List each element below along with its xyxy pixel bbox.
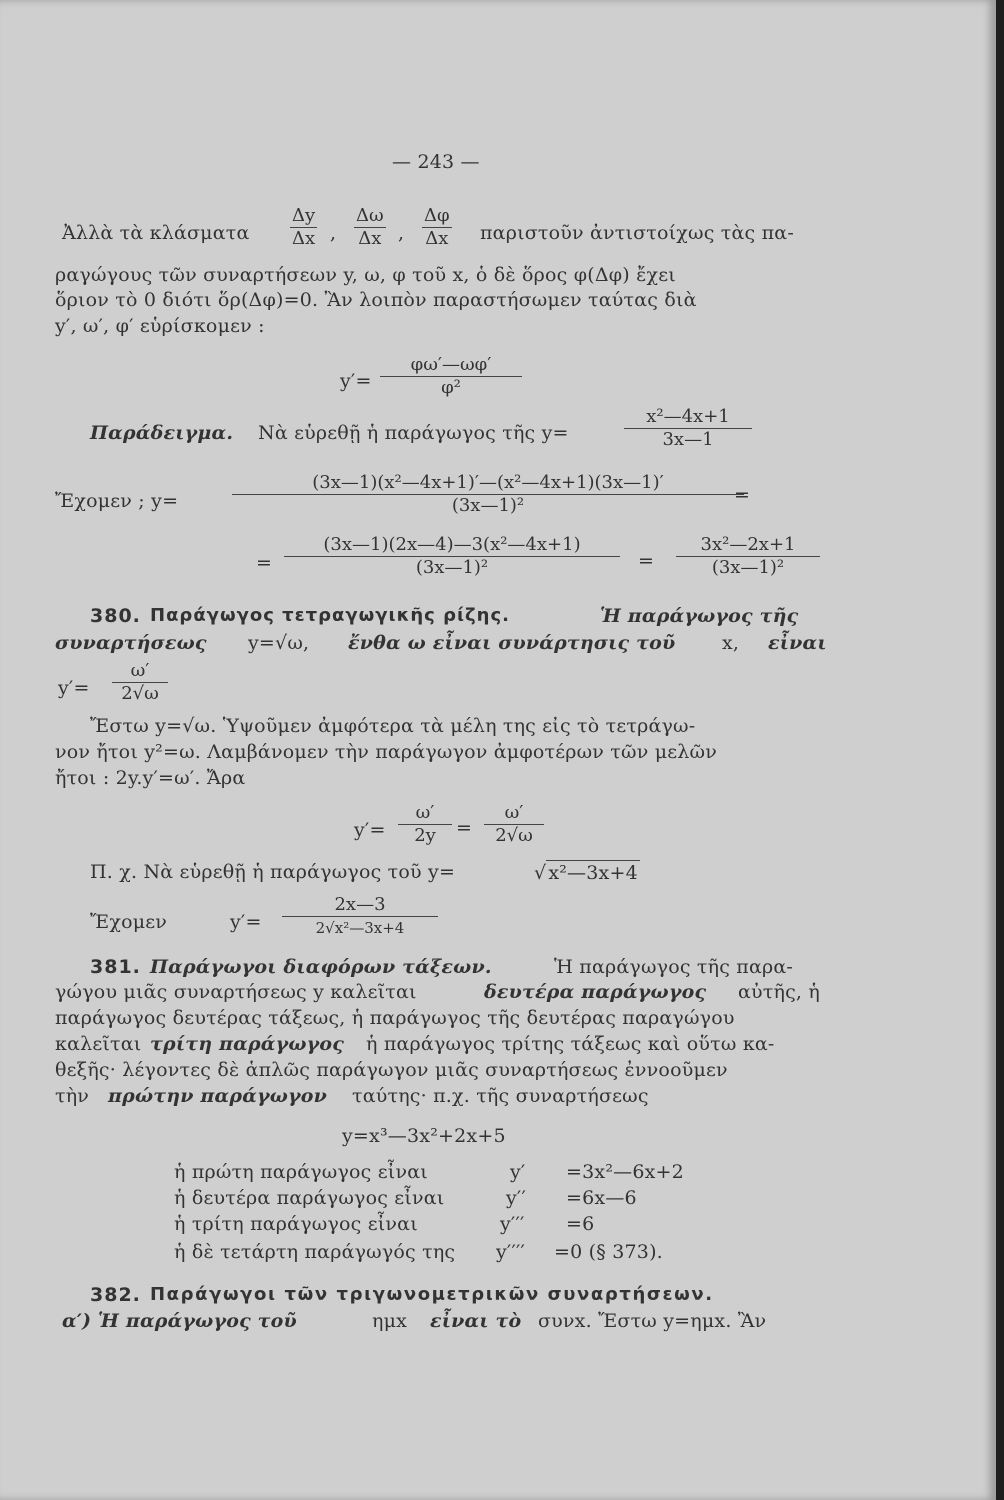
eq2-equals: = [734, 484, 751, 506]
numerator: φω′—ωφ′ [410, 354, 492, 375]
derivative-row-label: ἡ τρίτη παράγωγος εἶναι [174, 1213, 418, 1235]
s381-title: Παράγωγοι διαφόρων τάξεων. [150, 956, 492, 978]
s381-line4b: τρίτη παράγωγος [150, 1033, 345, 1055]
derivative-row-symbol: y′′′ [500, 1213, 525, 1235]
s380-px-lhs: y′= [230, 911, 262, 933]
text-line: Ἔστω y=√ω. Ὑψοῦμεν ἀμφότερα τὰ μέλη της εἰς τὸ τετράγω- [90, 715, 696, 737]
derivative-row-symbol: y′′′′ [496, 1241, 525, 1263]
derivative-row-label: ἡ δὲ τετάρτη παράγωγός της [174, 1241, 456, 1263]
s381-line1: Ἡ παράγωγος τῆς παρα- [554, 956, 794, 978]
s380-result-fraction [112, 660, 168, 705]
comma: , [330, 222, 337, 244]
text-line: ραγώγους τῶν συναρτήσεων y, ω, φ τοῦ x, ὁ δὲ ὅρος φ(Δφ) ἔχει [55, 264, 676, 286]
s381-line2c: αὐτῆς, ἡ [738, 981, 820, 1003]
denominator: 2y [398, 824, 452, 847]
page-edge [996, 0, 1004, 1500]
derivative-row-value: =0 (§ 373). [554, 1241, 663, 1263]
s380-line6: ἤτοι : 2y.y′=ω′. Ἄρα [55, 767, 246, 789]
s381-line6a: τὴν [55, 1085, 90, 1107]
numerator: 2x—3 [334, 894, 386, 915]
eq1-fraction [380, 354, 522, 399]
s380-line2b: y=√ω, [248, 632, 310, 654]
s380-line2d: x, [722, 632, 740, 654]
s380-result-lhs: y′= [58, 677, 90, 699]
denominator: (3x—1)² [284, 556, 620, 579]
s380-number: 380. [90, 605, 141, 627]
numerator: Δy [292, 205, 316, 226]
s380-line2a: συναρτήσεως [55, 632, 207, 654]
denominator: φ² [380, 376, 522, 399]
s381-line4a: καλεῖται [55, 1033, 142, 1055]
s380-eq-fraction1 [398, 802, 452, 847]
s381-line3: παράγωγος δευτέρας τάξεως, ἡ παράγωγος τῆς δευτέρας παραγώγου [55, 1007, 735, 1029]
derivative-row-symbol: y′′ [506, 1187, 526, 1209]
s381-number: 381. [90, 956, 141, 978]
denominator: 2√ω [484, 824, 544, 847]
example-text: Νὰ εὑρεθῇ ἡ παράγωγος τῆς y= [258, 422, 569, 444]
s380-px-fraction [282, 894, 438, 939]
page-number: — 243 — [392, 151, 480, 173]
p1-intro: Ἀλλὰ τὰ κλάσματα [62, 222, 250, 244]
numerator: Δφ [424, 205, 450, 226]
denominator: 3x—1 [624, 428, 752, 451]
numerator: ω′ [415, 802, 435, 823]
s380-line4 [90, 714, 820, 738]
s381-line5: θεξῆς· λέγοντες δὲ ἁπλῶς παράγωγον μιᾶς συναρτήσεως ἐννοοῦμεν [55, 1059, 728, 1081]
fraction-dy-dx [290, 205, 317, 250]
eq1-lhs: y′= [340, 370, 372, 392]
s380-statement: Ἡ παράγωγος τῆς [600, 605, 799, 627]
fraction-dw-dx [354, 205, 386, 250]
p1-line2 [55, 263, 820, 287]
denominator: (3x—1)² [676, 556, 820, 579]
s381-line2b: δευτέρα παράγωγος [484, 981, 707, 1003]
s380-line5: νον ἤτοι y²=ω. Λαμβάνομεν τὴν παράγωγον ἀμφοτέρων τῶν μελῶν [55, 741, 717, 763]
s382-line2a: α′) Ἡ παράγωγος τοῦ [62, 1310, 297, 1332]
fraction-dphi-dx [422, 205, 452, 250]
s381-line6b: πρώτην παράγωγον [108, 1085, 328, 1107]
derivative-row-value: =3x²—6x+2 [566, 1161, 684, 1183]
numerator: 3x²—2x+1 [700, 534, 796, 555]
p1-line3: ὅριον τὸ 0 διότι ὅρ(Δφ)=0. Ἂν λοιπὸν παραστήσωμεν ταύτας διὰ [55, 289, 697, 311]
s382-line2c: εἶναι τὸ [430, 1310, 522, 1332]
s380-line2c: ἔνθα ω εἶναι συνάρτησις τοῦ [348, 632, 676, 654]
derivative-row-symbol: y′ [510, 1161, 526, 1183]
derivative-row-value: =6 [566, 1213, 595, 1235]
s382-number: 382. [90, 1284, 141, 1306]
derivative-row-label: ἡ δευτέρα παράγωγος εἶναι [174, 1187, 445, 1209]
s380-eq-lhs: y′= [354, 819, 386, 841]
s380-line2e: εἶναι [768, 632, 827, 654]
s381-function: y=x³—3x²+2x+5 [342, 1125, 506, 1147]
numerator: ω′ [504, 802, 524, 823]
denominator: 2√ω [112, 682, 168, 705]
denominator: 2√x²—3x+4 [282, 916, 438, 939]
radicand: x²—3x+4 [548, 862, 638, 884]
derivative-row-label: ἡ πρώτη παράγωγος εἶναι [174, 1161, 428, 1183]
numerator: ω′ [130, 660, 150, 681]
p1-line4: y′, ω′, φ′ εὑρίσκομεν : [55, 315, 265, 337]
eq2-fraction [232, 472, 744, 517]
s380-example-label: Π. χ. Νὰ εὑρεθῇ ἡ παράγωγος τοῦ y= [90, 861, 456, 883]
s380-have: Ἔχομεν [90, 911, 168, 933]
denominator: Δx [422, 227, 452, 250]
numerator: (3x—1)(x²—4x+1)′—(x²—4x+1)(3x—1)′ [312, 472, 664, 493]
s382-line2d: συνx. Ἔστω y=ημx. Ἂν [538, 1310, 767, 1332]
s380-example-root: √ x²—3x+4 [534, 862, 638, 884]
s381-line4c: ἡ παράγωγος τρίτης τάξεως καὶ οὕτω κα- [366, 1033, 775, 1055]
p1-tail: παριστοῦν ἀντιστοίχως τὰς πα- [480, 222, 794, 244]
numerator: x²—4x+1 [646, 406, 730, 427]
denominator: Δx [354, 227, 386, 250]
eq3-fraction2 [676, 534, 820, 579]
example-label: Παράδειγμα. [90, 422, 234, 444]
eq2-lead: Ἔχομεν ; y= [55, 490, 179, 512]
example-fraction [624, 406, 752, 451]
eq3-equals: = [256, 552, 273, 574]
s381-line6c: ταύτης· π.χ. τῆς συναρτήσεως [352, 1085, 649, 1107]
numerator: Δω [356, 205, 384, 226]
s380-eq-fraction2 [484, 802, 544, 847]
s381-line2a: γώγου μιᾶς συναρτήσεως y καλεῖται [55, 981, 417, 1003]
numerator: (3x—1)(2x—4)—3(x²—4x+1) [323, 534, 581, 555]
denominator: Δx [290, 227, 317, 250]
eq3-fraction1 [284, 534, 620, 579]
s380-eq-mid: = [456, 817, 473, 839]
comma: , [398, 222, 405, 244]
s382-line2b: ημx [372, 1310, 408, 1332]
eq3-equals2: = [638, 550, 655, 572]
derivative-row-value: =6x—6 [566, 1187, 637, 1209]
s382-title: Παράγωγοι τῶν τριγωνομετρικῶν συναρτήσεων. [150, 1284, 714, 1305]
denominator: (3x—1)² [232, 494, 744, 517]
s380-title: Παράγωγος τετραγωγικῆς ρίζης. [150, 605, 510, 626]
